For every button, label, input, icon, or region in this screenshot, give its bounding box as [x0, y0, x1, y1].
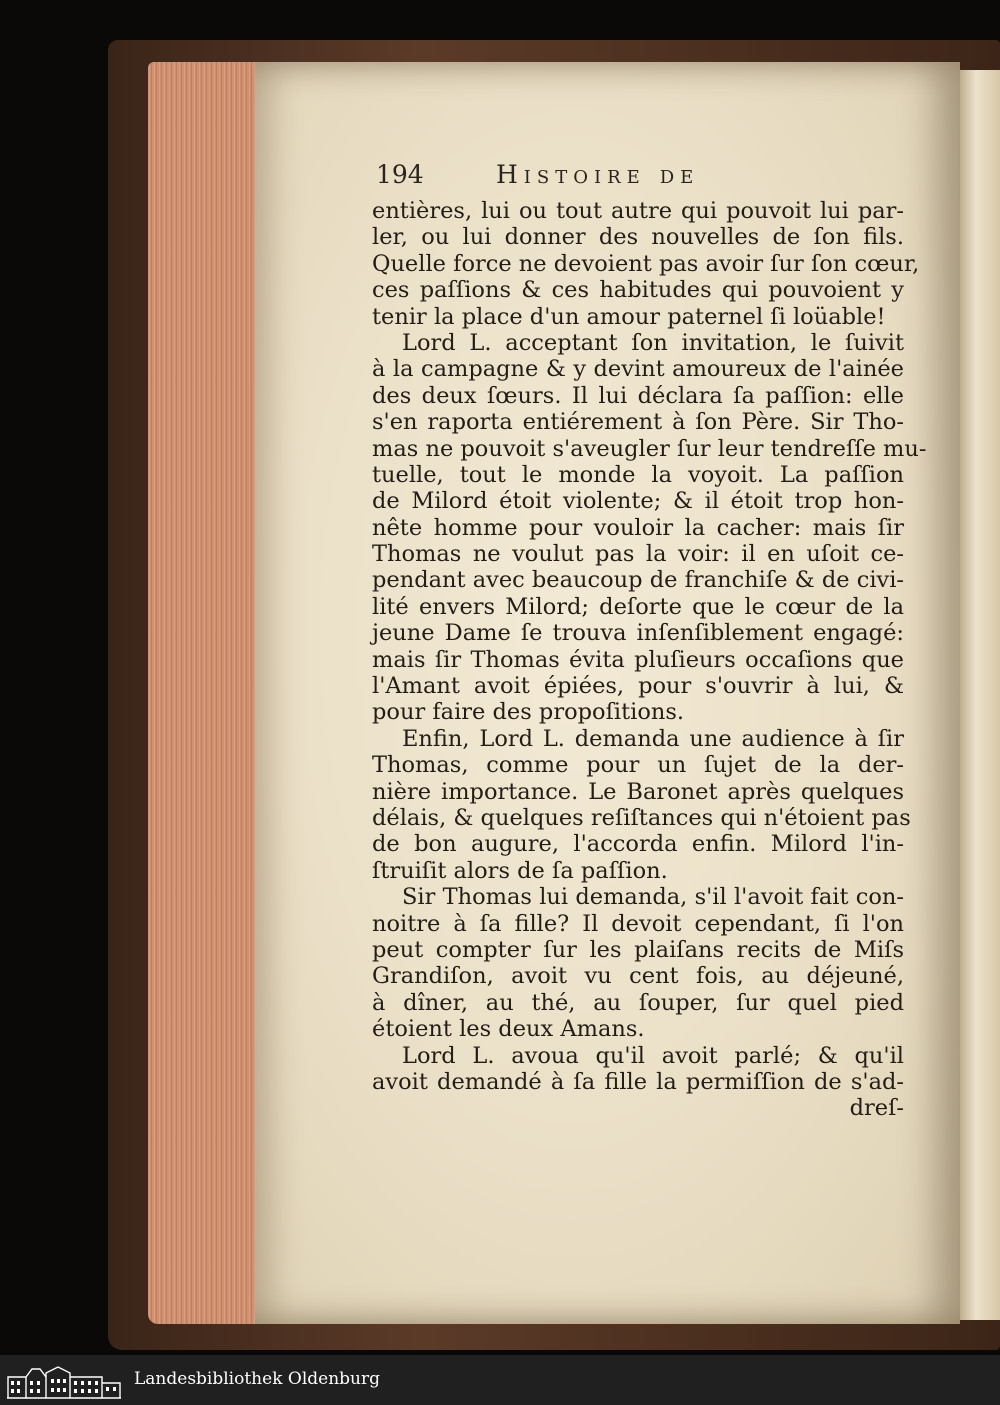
text-line: Lord L. avoua qu'il avoit parlé; & qu'il	[402, 1042, 904, 1069]
text-line: tuelle, tout le monde la voyoit. La paſſion	[372, 461, 904, 488]
text-line: Lord L. acceptant ſon invitation, le ſuivit	[402, 329, 904, 356]
text-line: de Milord étoit violente; & il étoit trop hon-	[372, 488, 904, 515]
text-line: Sir Thomas lui demanda, s'il l'avoit fait con-	[402, 884, 904, 911]
text-line: Grandiſon, avoit vu cent fois, au déjeuné,	[372, 963, 904, 990]
text-line: de bon augure, l'accorda enfin. Milord l'in-	[372, 831, 904, 858]
library-name: Landesbibliothek Oldenburg	[134, 1369, 381, 1389]
text-line: des deux ſœurs. Il lui déclara ſa paſſion: elle	[372, 382, 904, 409]
library-building-icon	[6, 1363, 122, 1399]
text-line: s'en raporta entiérement à ſon Père. Sir Tho-	[372, 409, 904, 436]
text-line: délais, & quelques reſiſtances qui n'étoient pas	[372, 804, 911, 831]
text-line: jeune Dame ſe trouva inſenſiblement engagé:	[372, 620, 904, 647]
text-line: l'Amant avoit épiées, pour s'ouvrir à lui, &	[372, 673, 904, 700]
text-line: nête homme pour vouloir la cacher: mais ſir	[372, 514, 904, 541]
text-line: nière importance. Le Baronet après quelques	[372, 778, 904, 805]
text-line: ſtruiſit alors de ſa paſſion.	[372, 857, 668, 884]
text-line: peut compter ſur les plaiſans recits de Miſs	[372, 936, 904, 963]
text-line: noitre à ſa fille? Il devoit cependant, ſi l'on	[372, 910, 904, 937]
text-line: tenir la place d'un amour paternel ſi loüable!	[372, 303, 886, 330]
text-line: pour faire des propoſitions.	[372, 699, 685, 726]
page-body-text	[372, 198, 927, 1122]
text-line: à dîner, au thé, au ſouper, ſur quel pied	[372, 989, 904, 1016]
text-line: à la campagne & y devint amoureux de l'ainée	[372, 356, 904, 383]
text-line: étoient les deux Amans.	[372, 1016, 645, 1043]
text-line: entières, lui ou tout autre qui pouvoit lui par-	[372, 198, 904, 224]
text-line: Enfin, Lord L. demanda une audience à ſir	[402, 725, 904, 752]
text-line: mas ne pouvoit s'aveugler ſur leur tendreſſe mu-	[372, 435, 927, 462]
page-edges	[148, 62, 260, 1324]
text-line: ces paſſions & ces habitudes qui pouvoient y	[372, 277, 904, 304]
text-line: Thomas, comme pour un ſujet de la der-	[372, 752, 904, 779]
page-number: 194	[376, 160, 424, 189]
facing-page-edge	[960, 70, 1000, 1320]
text-line: dreſ-	[849, 1095, 904, 1122]
text-line: avoit demandé à ſa fille la permiſſion de s'ad-	[372, 1068, 904, 1095]
running-title: Histoire de	[496, 160, 700, 189]
text-line: ler, ou lui donner des nouvelles de ſon fils.	[372, 224, 904, 251]
page-header	[372, 160, 892, 194]
text-line: mais ſir Thomas évita pluſieurs occaſions que	[372, 646, 904, 673]
text-line: lité envers Milord; deſorte que le cœur de la	[372, 593, 904, 620]
text-line: pendant avec beaucoup de franchiſe & de civi-	[372, 567, 905, 594]
text-line: Quelle force ne devoient pas avoir ſur ſon cœur,	[372, 250, 920, 277]
footer-bar	[0, 1355, 1000, 1405]
text-line: Thomas ne voulut pas la voir: il en uſoit ce-	[372, 541, 904, 568]
